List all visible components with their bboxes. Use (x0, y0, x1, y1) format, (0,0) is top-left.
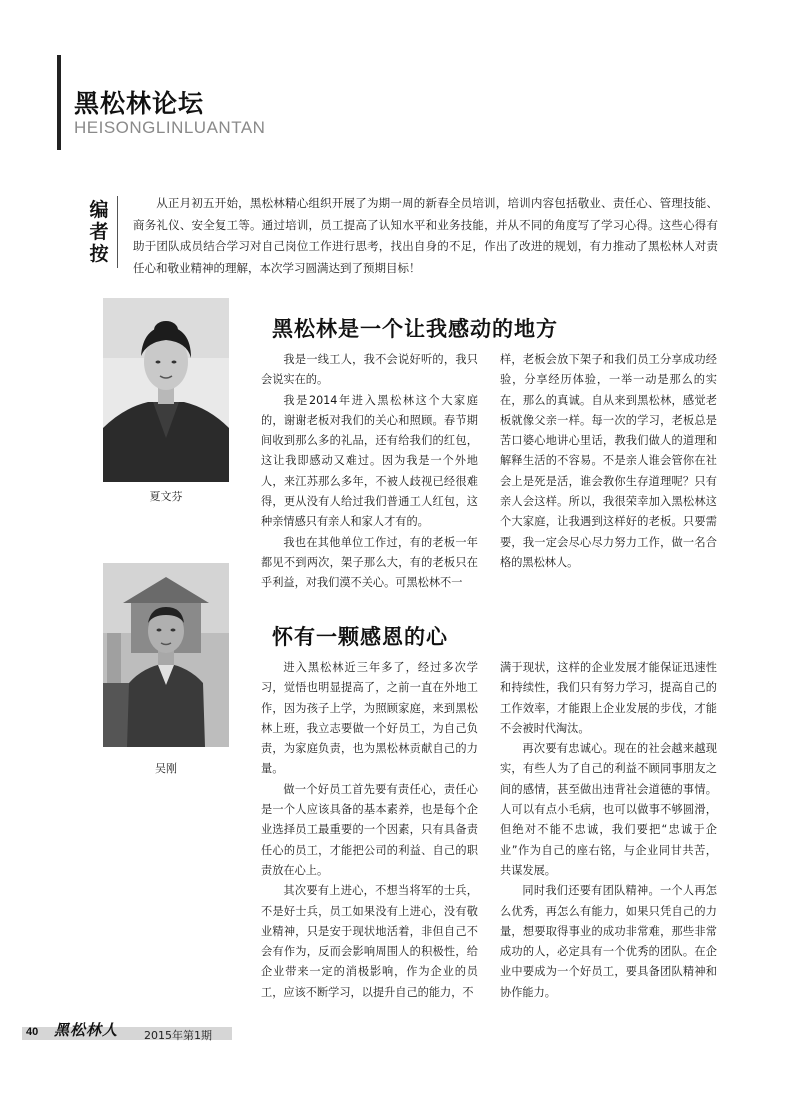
photo-caption-xia-wenfen: 夏文芬 (149, 490, 183, 503)
article-paragraph: 同时我们还要有团队精神。一个人再怎么优秀，再怎么有能力，如果只凭自己的力量，想要取得事业的成功非常难，那些非常成功的人，必定具有一个优秀的团队。在企业中要成为一个好员工，要具备团队精神和协作能力。 (500, 884, 717, 999)
article-1-column-left (261, 350, 478, 594)
article-paragraph: 再次要有忠诚心。现在的社会越来越现实，有些人为了自己的利益不顾同事朋友之间的感情，甚至做出违背社会道德的事情。人可以有点小毛病，也可以做事不够圆滑，但绝对不能不忠诚，我们要把“忠诚于企业”作为自己的座右铭，与企业同甘共苦，共谋发展。 (500, 742, 717, 877)
article-2-column-left (261, 658, 478, 1003)
article-paragraph: 其次要有上进心，不想当将军的士兵，不是好士兵，员工如果没有上进心，没有敬业精神，只是安于现状地活着，非但自己不会有作为，反而会影响周围人的积极性，给企业带来一定的消极影响，作为企业的员工，应该不断学习，以提升自己的能力，不 (261, 884, 478, 999)
article-paragraph: 做一个好员工首先要有责任心，责任心是一个人应该具备的基本素养，也是每个企业选择员工最重要的一个因素，只有具备责任心的员工，才能把公司的利益、自己的职责放在心上。 (261, 782, 478, 877)
article-1-title: 黑松林是一个让我感动的地方 (272, 317, 558, 341)
page-number: 40 (26, 1026, 39, 1038)
editor-note-label-char: 编 (89, 199, 109, 221)
editor-note-label (88, 199, 110, 265)
article-2-title: 怀有一颗感恩的心 (272, 625, 448, 649)
header-accent-bar (57, 55, 61, 150)
portrait-illustration (103, 298, 229, 482)
issue-label: 2015年第1期 (144, 1029, 212, 1042)
column-subtitle: HEISONGLINLUANTAN (74, 118, 266, 137)
column-title: 黑松林论坛 (74, 89, 205, 118)
editor-note-divider (117, 196, 118, 268)
author-photo-xia-wenfen (103, 298, 229, 482)
article-paragraph: 我也在其他单位工作过，有的老板一年都见不到两次，架子那么大，有的老板只在乎利益，对我们漠不关心。可黑松林不一 (261, 535, 478, 590)
magazine-logo: 黑松林人 (54, 1021, 119, 1039)
article-paragraph: 我是一线工人，我不会说好听的，我只会说实在的。 (261, 353, 478, 387)
article-paragraph: 进入黑松林近三年多了，经过多次学习，觉悟也明显提高了，之前一直在外地工作，因为孩子上学，为照顾家庭，来到黑松林上班，我立志要做一个好员工，为自己负责，为家庭负责，也为黑松林贡献自己的力量。 (261, 661, 478, 776)
article-paragraph: 满于现状，这样的企业发展才能保证迅速性和持续性，我们只有努力学习，提高自己的工作效率，才能跟上企业发展的步伐，才能不会被时代淘汰。 (500, 661, 717, 735)
article-1-column-right (500, 350, 717, 573)
editor-note-text (133, 193, 718, 279)
article-paragraph: 我是2014年进入黑松林这个大家庭的，谢谢老板对我们的关心和照顾。春节期间收到那么多的礼品，还有给我们的红包，这让我即感动又难过。因为我是一个外地人，来江苏那么多年，不被人歧视已经很难得，更从没有人给过我们普通工人红包，这种亲情感只有亲人和家人才有的。 (261, 393, 478, 529)
article-2-column-right (500, 658, 717, 1003)
portrait-illustration (103, 563, 229, 747)
author-photo-wu-gang (103, 563, 229, 747)
editor-note-body: 从正月初五开始，黑松林精心组织开展了为期一周的新春全员培训，培训内容包括敬业、责任心、管理技能、商务礼仪、安全复工等。通过培训，员工提高了认知水平和业务技能，并从不同的角度写了学习心得。这些心得有助于团队成员结合学习对自己岗位工作进行思考，找出自身的不足，作出了改进的规划，有力推动了黑松林人对责任心和敬业精神的理解，本次学习圆满达到了预期目标！ (133, 196, 718, 275)
editor-note-label-char: 者 (89, 221, 109, 243)
article-paragraph: 样，老板会放下架子和我们员工分享成功经验，分享经历体验，一举一动是那么的实在，那么的真诚。自从来到黑松林，感觉老板就像父亲一样。每一次的学习，老板总是苦口婆心地讲心里话，教我们做人的道理和解释生活的不容易。不是亲人谁会管你在社会上是死是活，谁会教你生存道理呢？只有亲人会这样。所以，我很荣幸加入黑松林这个大家庭，让我遇到这样好的老板。只要需要，我一定会尽心尽力努力工作，做一名合格的黑松林人。 (500, 353, 717, 569)
editor-note-label-char: 按 (89, 243, 109, 265)
photo-caption-wu-gang: 吴刚 (155, 762, 177, 775)
